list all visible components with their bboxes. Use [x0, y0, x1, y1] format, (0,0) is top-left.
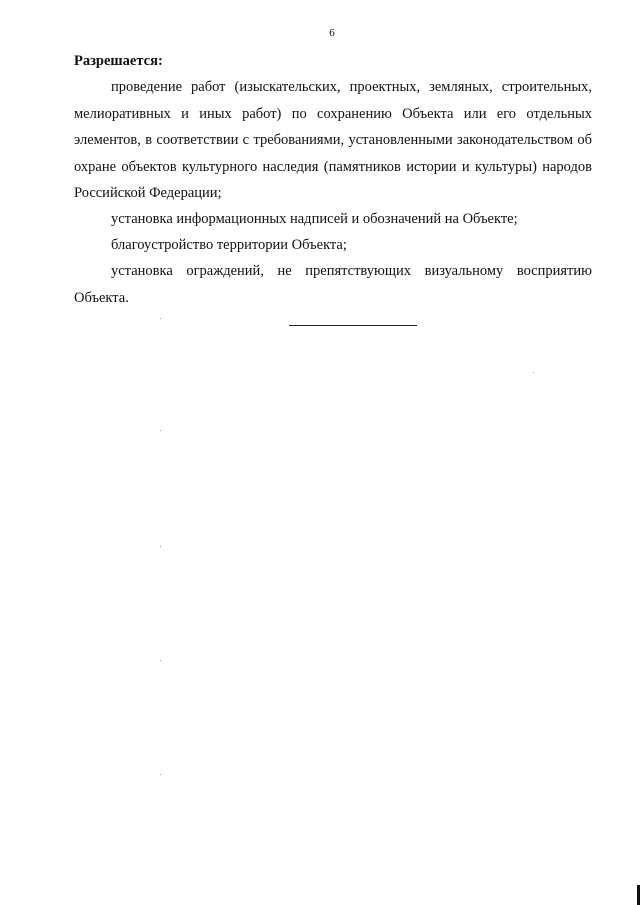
scan-speck: [160, 774, 161, 775]
scan-speck: [160, 318, 161, 319]
scan-speck: [533, 372, 534, 373]
permitted-item-information-signs: установка информационных надписей и обозначений на Объекте;: [111, 211, 518, 227]
scan-speck: [160, 660, 161, 661]
permitted-item-landscaping: благоустройство территории Объекта;: [111, 237, 347, 253]
page-number: 6: [329, 27, 335, 39]
closing-rule-divider: [289, 325, 417, 326]
permitted-item-fencing: установка ограждений, не препятствующих визуальному восприятию Объекта.: [74, 263, 592, 306]
section-heading: Разрешается:: [74, 53, 163, 69]
scan-speck: [160, 430, 161, 431]
permitted-item-conservation-works: проведение работ (изыскательских, проектных, земляных, строительных, мелиоративных и иных работ) по сохранению Объекта или его отдельных элементов, в соответствии с требованиями, установленными законодательством об охране объектов культурного наследия (памятников истории и культуры) народов Российской Федерации;: [74, 79, 592, 201]
scan-speck: [160, 546, 161, 547]
